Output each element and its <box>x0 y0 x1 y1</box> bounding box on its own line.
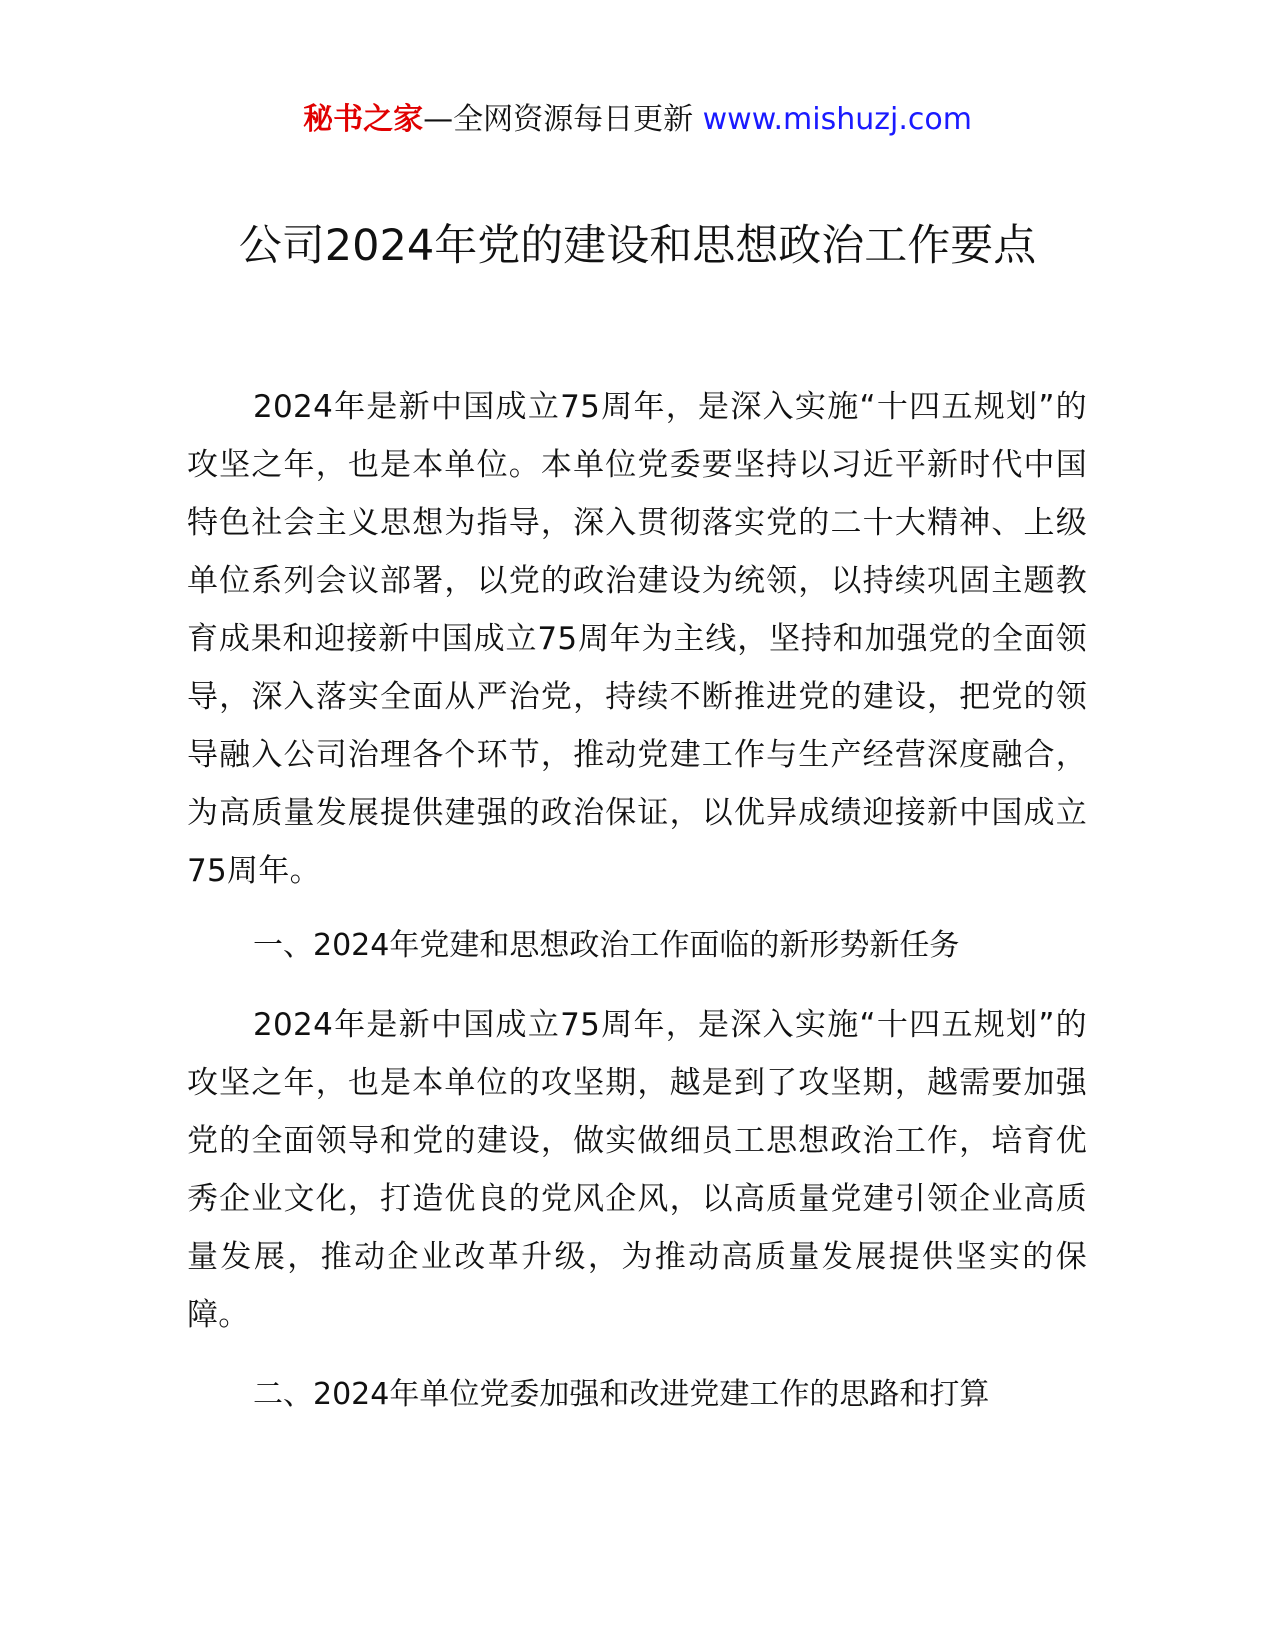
site-slogan: —全网资源每日更新 <box>423 102 694 137</box>
section-heading-2: 二、2024年单位党委加强和改进党建工作的思路和打算 <box>253 1377 990 1412</box>
section-heading-1: 一、2024年党建和思想政治工作面临的新形势新任务 <box>253 928 960 963</box>
document-title: 公司2024年党的建设和思想政治工作要点 <box>238 221 1037 271</box>
intro-paragraph: 2024年是新中国成立75周年，是深入实施“十四五规划”的攻坚之年，也是本单位。本单位党委要坚持以习近平新时代中国特色社会主义思想为指导，深入贯彻落实党的二十大精神、上级单位系列会议部署，以党的政治建设为统领，以持续巩固主题教育成果和迎接新中国成立75周年为主线，坚持和加强党的全面领导，深入落实全面从严治党，持续不断推进党的建设，把党的领导融入公司治理各个环节，推动党建工作与生产经营深度融合，为高质量发展提供建强的政治保证，以优异成绩迎接新中国成立75周年。 <box>187 389 1087 889</box>
site-url-link[interactable]: www.mishuzj.com <box>702 102 972 137</box>
section-1-paragraph: 2024年是新中国成立75周年，是深入实施“十四五规划”的攻坚之年，也是本单位的攻坚期，越是到了攻坚期，越需要加强党的全面领导和党的建设，做实做细员工思想政治工作，培育优秀企业文化，打造优良的党风企风，以高质量党建引领企业高质量发展，推动企业改革升级，为推动高质量发展提供坚实的保障。 <box>187 1007 1087 1333</box>
site-banner <box>0 100 1275 140</box>
site-brand: 秘书之家 <box>303 102 424 137</box>
